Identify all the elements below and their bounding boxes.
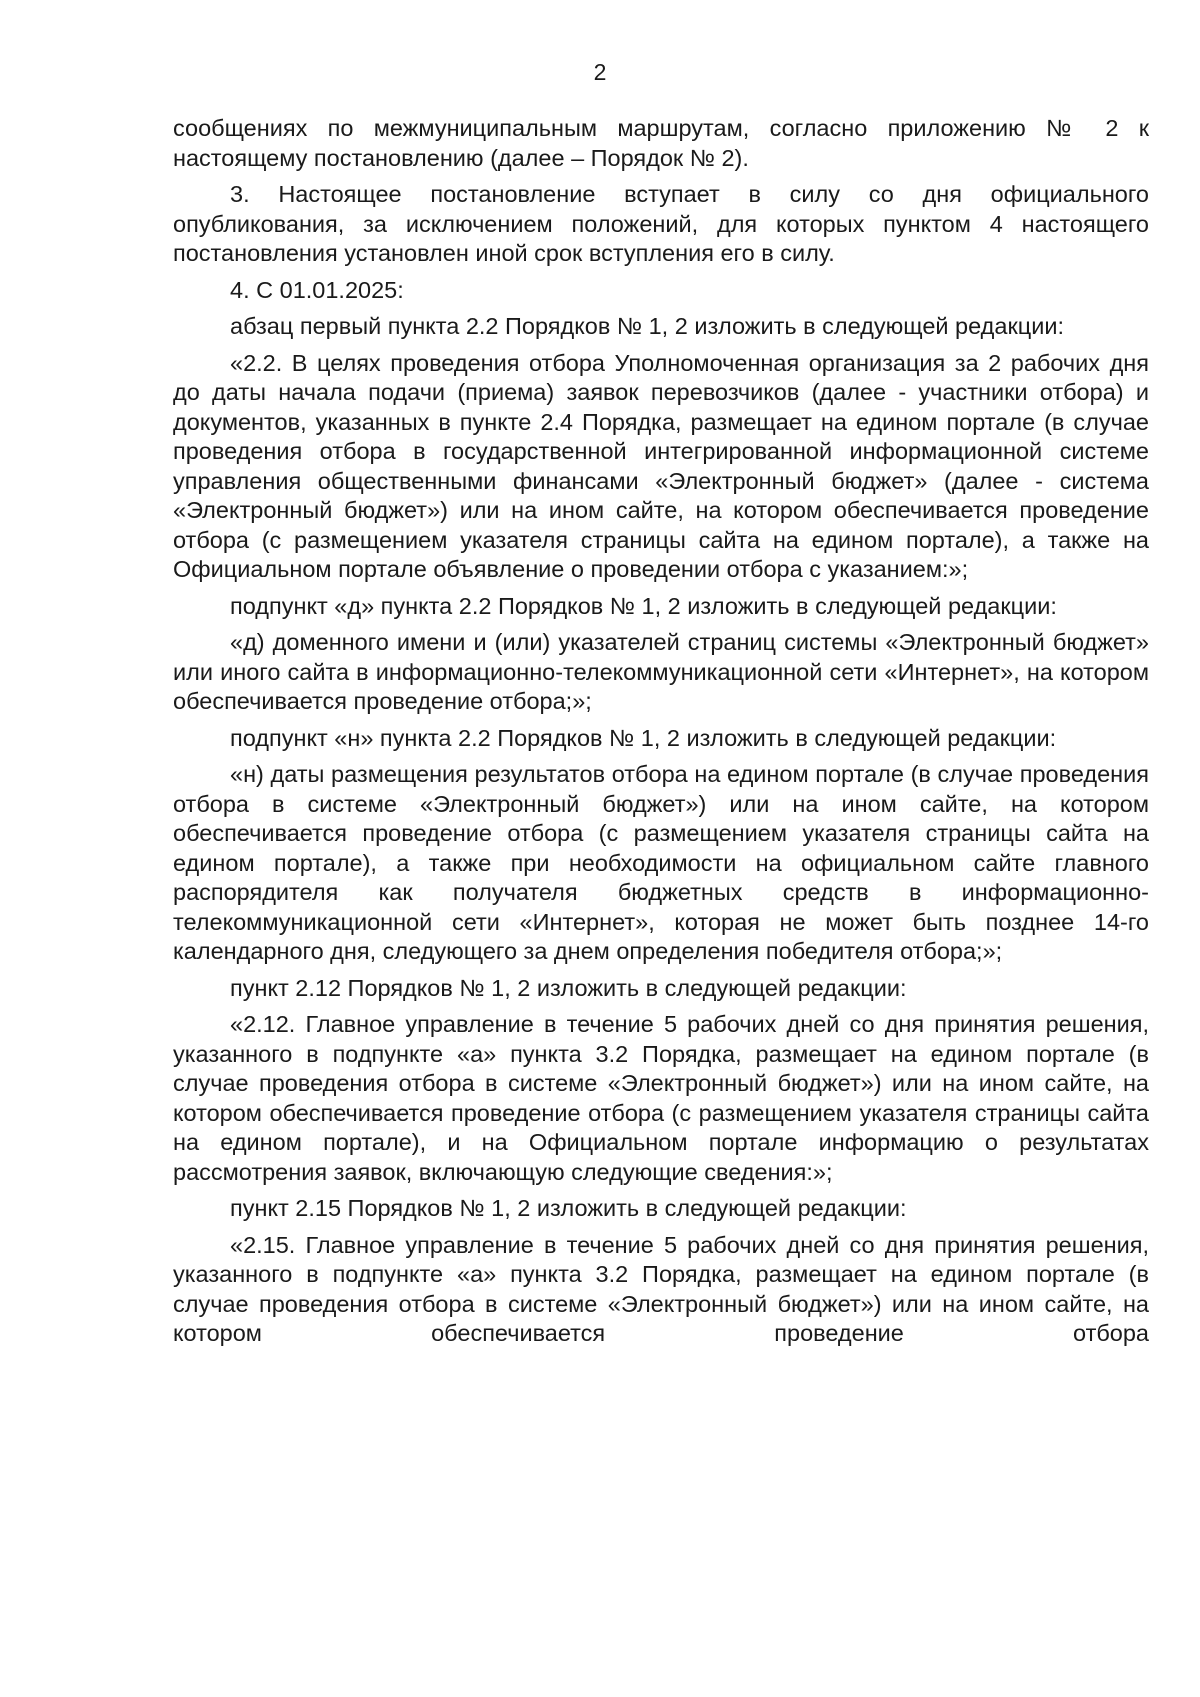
paragraph-amendment-intro: подпункт «н» пункта 2.2 Порядков № 1, 2 изложить в следующей редакции:	[230, 724, 1057, 751]
paragraph-amendment-intro: абзац первый пункта 2.2 Порядков № 1, 2 изложить в следующей редакции:	[230, 313, 1064, 339]
paragraph-amendment-intro: пункт 2.15 Порядков № 1, 2 изложить в следующей редакции:	[230, 1195, 907, 1221]
paragraph-quote-2-15: «2.15. Главное управление в течение 5 рабочих дней со дня принятия решения, указанного в подпункте «а» пункта 3.2 Порядка, размещает на едином портале (в случае проведения отбора в системе «Электронный бюджет») или на ином сайте, на котором обеспечивается проведение отбора	[173, 1231, 1149, 1346]
paragraph-item-3: 3. Настоящее постановление вступает в силу со дня официального опубликования, за исключением положений, для которых пунктом 4 настоящего постановления установлен иной срок вступления его в силу.	[173, 181, 1149, 266]
paragraph-item-4: 4. С 01.01.2025:	[230, 276, 404, 303]
paragraph-continuation: сообщениях по межмуниципальным маршрутам, согласно приложению № 2 к настоящему постановлению (далее – Порядок № 2).	[173, 115, 1149, 171]
paragraph-amendment-intro: пункт 2.12 Порядков № 1, 2 изложить в следующей редакции:	[230, 974, 907, 1001]
paragraph-quote-2-12: «2.12. Главное управление в течение 5 рабочих дней со дня принятия решения, указанного в подпункте «а» пункта 3.2 Порядка, размещает на едином портале (в случае проведения отбора в системе «Электронный бюджет») или на ином сайте, на котором обеспечивается проведение отбора (с размещением указателя страницы сайта на едином портале), и на Официальном портале информацию о результатах рассмотрения заявок, включающую следующие сведения:»;	[173, 1011, 1149, 1185]
paragraph-quote-d: «д) доменного имени и (или) указателей страниц системы «Электронный бюджет» или иного сайта в информационно-телекоммуникационной сети «Интернет», на котором обеспечивается проведение отбора;»;	[173, 629, 1149, 714]
page-number: 2	[593, 59, 607, 85]
paragraph-quote-n: «н) даты размещения результатов отбора на едином портале (в случае проведения отбора в системе «Электронный бюджет») или на ином сайте, на котором обеспечивается проведение отбора (с размещением указателя страницы сайта на едином портале), а также при необходимости на официальном сайте главного распорядителя как получателя бюджетных средств в информационно-телекоммуникационной сети «Интернет», которая не может быть позднее 14-го календарного дня, следующего за днем определения победителя отбора;»;	[173, 761, 1149, 964]
document-body	[173, 114, 1149, 1356]
paragraph-quote-2-2: «2.2. В целях проведения отбора Уполномоченная организация за 2 рабочих дня до даты начала подачи (приема) заявок перевозчиков (далее - участники отбора) и документов, указанных в пункте 2.4 Порядка, размещает на едином портале (в случае проведения отбора в государственной интегрированной информационной системе управления общественными финансами «Электронный бюджет» (далее - система «Электронный бюджет») или на ином сайте, на котором обеспечивается проведение отбора (с размещением указателя страницы сайта на едином портале), а также на Официальном портале объявление о проведении отбора с указанием:»;	[173, 349, 1149, 582]
paragraph-amendment-intro: подпункт «д» пункта 2.2 Порядков № 1, 2 изложить в следующей редакции:	[230, 592, 1057, 619]
